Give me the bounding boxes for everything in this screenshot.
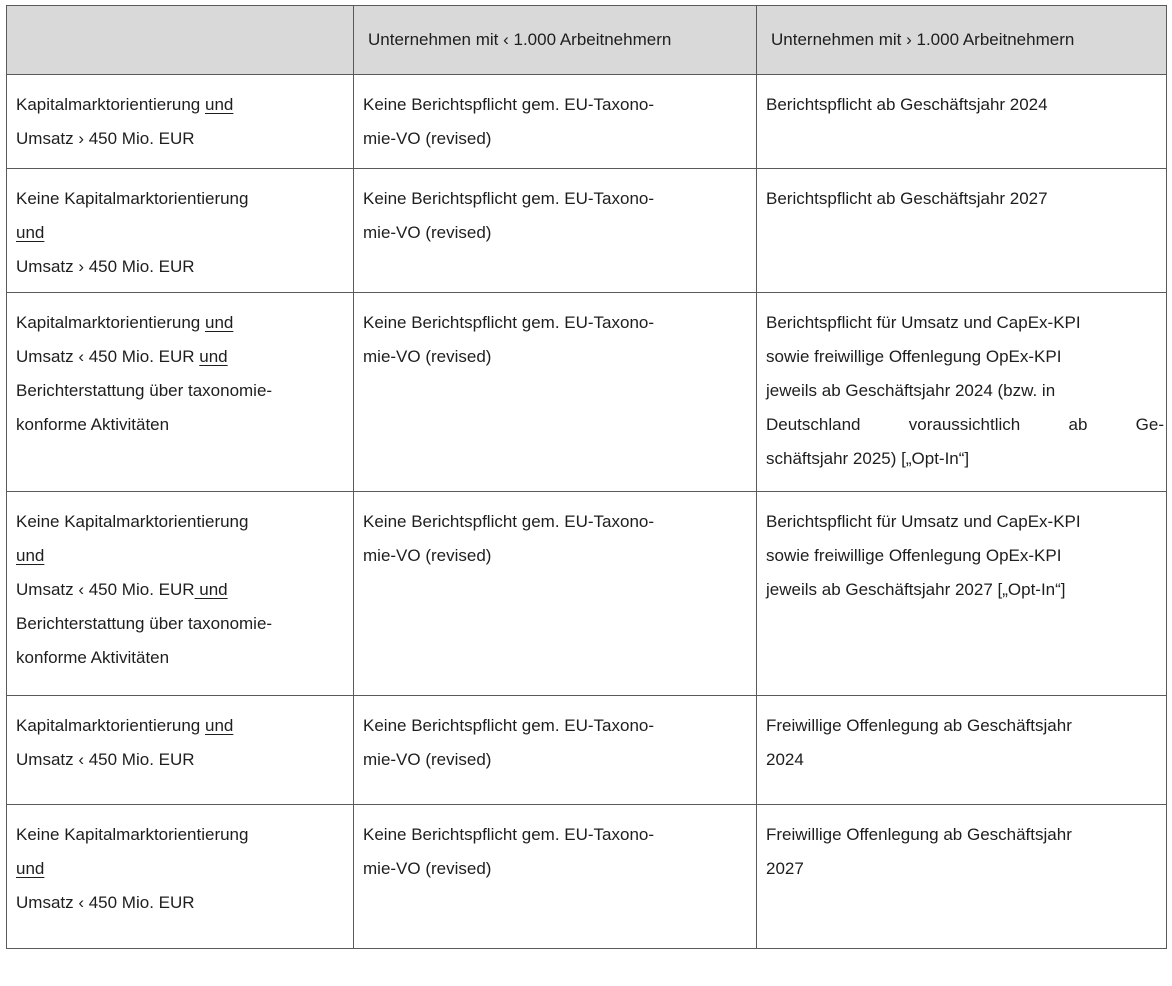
header-row (7, 6, 1167, 75)
large-company-cell: Berichtspflicht ab Geschäftsjahr 2027 (757, 169, 1167, 293)
criteria-line: konforme Aktivitäten (16, 415, 170, 434)
large-company-cell: Berichtspflicht ab Geschäftsjahr 2024 (757, 75, 1167, 169)
criteria-line: und (16, 223, 45, 242)
criteria-line: und (16, 859, 45, 878)
small-company-cell: Keine Berichtspflicht gem. EU-Taxono- mie-VO (revised) (354, 169, 757, 293)
table-row (7, 492, 1167, 696)
criteria-line: Kapitalmarktorientierung und (16, 716, 234, 735)
criteria-line: Berichterstattung über taxonomie- (16, 614, 273, 633)
criteria-line: Keine Kapitalmarktorientierung (16, 512, 249, 531)
criteria-line: und (16, 546, 45, 565)
header-small-companies: Unternehmen mit ‹ 1.000 Arbeitnehmern (354, 6, 757, 75)
criteria-line: Umsatz › 450 Mio. EUR (16, 129, 195, 148)
large-company-cell: Freiwillige Offenlegung ab Geschäftsjahr 2027 (757, 805, 1167, 949)
small-company-cell: Keine Berichtspflicht gem. EU-Taxono- mie-VO (revised) (354, 75, 757, 169)
criteria-line: Keine Kapitalmarktorientierung (16, 189, 249, 208)
small-company-cell: Keine Berichtspflicht gem. EU-Taxono- mie-VO (revised) (354, 805, 757, 949)
criteria-cell (7, 169, 354, 293)
large-company-cell: Freiwillige Offenlegung ab Geschäftsjahr 2024 (757, 696, 1167, 805)
criteria-cell (7, 293, 354, 492)
criteria-line: Umsatz ‹ 450 Mio. EUR und (16, 580, 228, 599)
criteria-line: Kapitalmarktorientierung und (16, 95, 234, 114)
large-company-cell: Berichtspflicht für Umsatz und CapEx-KPI sowie freiwillige Offenlegung OpEx-KPI jeweils ab Geschäftsjahr 2027 [„Opt-In“] (757, 492, 1167, 696)
criteria-cell (7, 75, 354, 169)
header-criteria-cell (7, 6, 354, 75)
table-row (7, 293, 1167, 492)
criteria-line: Umsatz ‹ 450 Mio. EUR (16, 893, 195, 912)
large-company-cell: Berichtspflicht für Umsatz und CapEx-KPI sowie freiwillige Offenlegung OpEx-KPI jeweils ab Geschäftsjahr 2024 (bzw. in Deutschland voraussichtlich ab Ge- schäftsjahr 2025) [„Opt-In“] (757, 293, 1167, 492)
criteria-line: Umsatz ‹ 450 Mio. EUR (16, 750, 195, 769)
criteria-line: Berichterstattung über taxonomie- (16, 381, 273, 400)
criteria-line: Kapitalmarktorientierung und (16, 313, 234, 332)
table-row (7, 805, 1167, 949)
small-company-cell: Keine Berichtspflicht gem. EU-Taxono- mie-VO (revised) (354, 492, 757, 696)
criteria-line: Umsatz › 450 Mio. EUR (16, 257, 195, 276)
table-row (7, 75, 1167, 169)
header-large-companies: Unternehmen mit › 1.000 Arbeitnehmern (757, 6, 1167, 75)
small-company-cell: Keine Berichtspflicht gem. EU-Taxono- mie-VO (revised) (354, 696, 757, 805)
criteria-line: Umsatz ‹ 450 Mio. EUR und (16, 347, 228, 366)
criteria-line: Keine Kapitalmarktorientierung (16, 825, 249, 844)
criteria-cell (7, 805, 354, 949)
criteria-line: konforme Aktivitäten (16, 648, 170, 667)
table-row (7, 169, 1167, 293)
small-company-cell: Keine Berichtspflicht gem. EU-Taxono- mie-VO (revised) (354, 293, 757, 492)
criteria-cell (7, 696, 354, 805)
taxonomy-reporting-table (6, 5, 1167, 949)
table-row (7, 696, 1167, 805)
criteria-cell (7, 492, 354, 696)
